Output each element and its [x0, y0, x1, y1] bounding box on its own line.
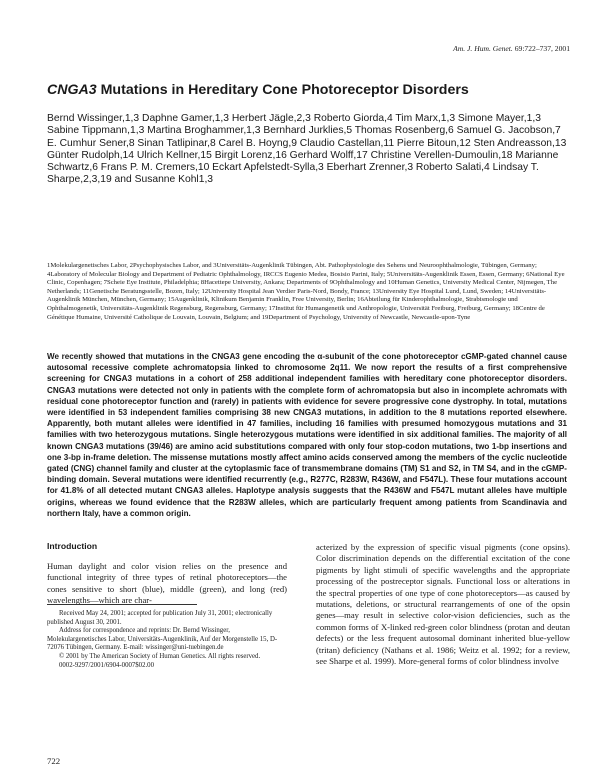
footnote-code: 0002-9297/2001/6904-0007$02.00 [59, 661, 154, 669]
author-list: Bernd Wissinger,1,3 Daphne Gamer,1,3 Herbert Jägle,2,3 Roberto Giorda,4 Tim Marx,1,3 Simone Mayer,1,3 Sabine Tippmann,1,3 Martina Broghammer,1,3 Bernhard Jurklies,5 Thomas Rosenberg,6 Samuel G. Jacobson,7 E. Cumhur Sener,8 Sinan Tatlipinar,8 Carel B. Hoyng,9 Claudio Castellan,11 Pierre Bitoun,12 Sten Andreasson,13 Günter Rudolph,14 Ulrich Kellner,15 Birgit Lorenz,16 Gerhard Wolff,17 Christine Verellen-Dumoulin,18 Marianne Schwartz,6 Frans P. M. Cremers,10 Eckart Apfelstedt-Sylla,3 Eberhart Zrenner,3 Roberto Salati,4 Lindsay T. Sharpe,2,3,19 and Susanne Kohl1,3 [47, 113, 567, 186]
footnote-correspondence: Address for correspondence and reprints: Dr. Bernd Wissinger, Molekulargenetisches Labor, Universitäts-Augenklinik, Auf der Morgenstelle 15, D-72076 Tübingen, Germany. E-mail: wissinger@uni-tuebingen.de [47, 627, 278, 652]
title-text: Mutations in Hereditary Cone Photoreceptor Disorders [96, 82, 469, 98]
right-column-text: acterized by the expression of specific visual pigments (cone opsins). Color discrimination depends on the differential excitation of the cone pigments by light stimuli of specific wavelengths and the appropriate processing of the postreceptor signals. Functional loss or alterations in the spectral properties of one type of cone photoreceptors—as caused by mutations, deletions, or structural rearrangements of one of the opsin genes—may result in selective color-vision deficiencies, such as the common forms of X-linked red-green color blindness (protan and deutan defects) or the less frequent autosomal dominant inherited blue-yellow (tritan) deficiency (Nathans et al. 1986; Weitz et al. 1992; for a review, see Sharpe et al. 1999). More-general forms of color blindness involve [316, 542, 570, 667]
article-title [47, 82, 567, 98]
footnote-received: Received May 24, 2001; accepted for publication July 31, 2001; electronically published August 30, 2001. [47, 610, 273, 626]
footnote-rule [47, 604, 197, 605]
page-number: 722 [47, 756, 61, 766]
journal-name: Am. J. Hum. Genet. [453, 44, 513, 53]
journal-citation [430, 44, 570, 53]
affiliations: 1Molekulargenetisches Labor, 2Psychophysisches Labor, and 3Universitäts-Augenklinik Tübingen, Abt. Pathophysiologie des Sehens und Neuroophthalmologie, Tübingen, Germany; 4Laboratory of Molecular Biology and Department of Pediatric Ophthalmology, IRCCS Eugenio Medea, Bosisio Parini, Italy; 5Universitäts-Augenklinik Essen, Essen, Germany; 6National Eye Clinic, Copenhagen; 7Scheie Eye Institute, Philadelphia; 8Hacettepe University, Ankara; Departments of 9Ophthalmology and 10Human Genetics, University Medical Center, Nijmegen, The Netherlands; 11Genetische Beratungsstelle, Bozen, Italy; 12University Hospital Jean Verdier Paris-Nord, Bondy, France; 13University Eye Hospital Lund, Lund, Sweden; 14Universitäts-Augenklinik München, München, Germany; 15Augenklinik, Klinikum Benjamin Franklin, Free University, Berlin; 16Abteilung für Kinderophthalmologie, Strabismologie und Ophthalmogenetik, Universitäts-Augenklinik Regensburg, Regensburg, Germany; 17Institut für Humangenetik und Anthropologie, Universität Freiburg, Freiburg, Germany; 18Centre de Génétique Humaine, Université Catholique de Louvain, Louvain, Belgium; and 19Department of Psychology, University of Newcastle, Newcastle-upon-Tyne [47, 262, 565, 321]
journal-volume: 69:722–737, 2001 [514, 44, 570, 53]
introduction-paragraph: Human daylight and color vision relies on the presence and functional integrity of three types of retinal photoreceptors—the cones sensitive to short (blue), middle (green), and long (red) wavelengths—which are char- [47, 561, 287, 606]
title-gene: CNGA3 [47, 82, 97, 98]
footnote-copyright: © 2001 by The American Society of Human Genetics. All rights reserved. [59, 652, 261, 660]
footnote [47, 610, 287, 670]
abstract: We recently showed that mutations in the CNGA3 gene encoding the α-subunit of the cone photoreceptor cGMP-gated channel cause autosomal recessive complete achromatopsia linked to chromosome 2q11. We now report the results of a first comprehensive screening for CNGA3 mutations in a cohort of 258 additional independent families with hereditary cone photoreceptor disorders. CNGA3 mutations were detected not only in patients with the complete form of achromatopsia but also in incomplete achromats with residual cone photoreceptor function and (rarely) in patients with evidence for severe progressive cone dystrophy. In total, mutations were identified in 53 independent families comprising 38 new CNGA3 mutations, in addition to the 8 mutations reported elsewhere. Apparently, both mutant alleles were identified in 47 families, including 16 families with presumed homozygous mutations and 31 families with two heterozygous mutations. Single heterozygous mutations were identified in six additional families. The majority of all known CNGA3 mutations (39/46) are amino acid substitutions compared with only four stop-codon mutations, two 1-bp insertions and one 3-bp in-frame deletion. The missense mutations mostly affect amino acids conserved among the members of the cyclic nucleotide gated (CNG) channel family and cluster at the cytoplasmic face of transmembrane domains (TM) S1 and S2, in TM S4, and in the cGMP-binding domain. Several mutations were identified recurrently (e.g., R277C, R283W, R436W, and F547L). These four mutations account for 41.8% of all detected mutant CNGA3 alleles. Haplotype analysis suggests that the R436W and F547L mutant alleles have multiple origins, whereas we found evidence that the R283W alleles, which are particularly frequent among patients from Scandinavia and northern Italy, have a common origin. [47, 352, 567, 518]
section-heading-introduction: Introduction [47, 541, 98, 551]
